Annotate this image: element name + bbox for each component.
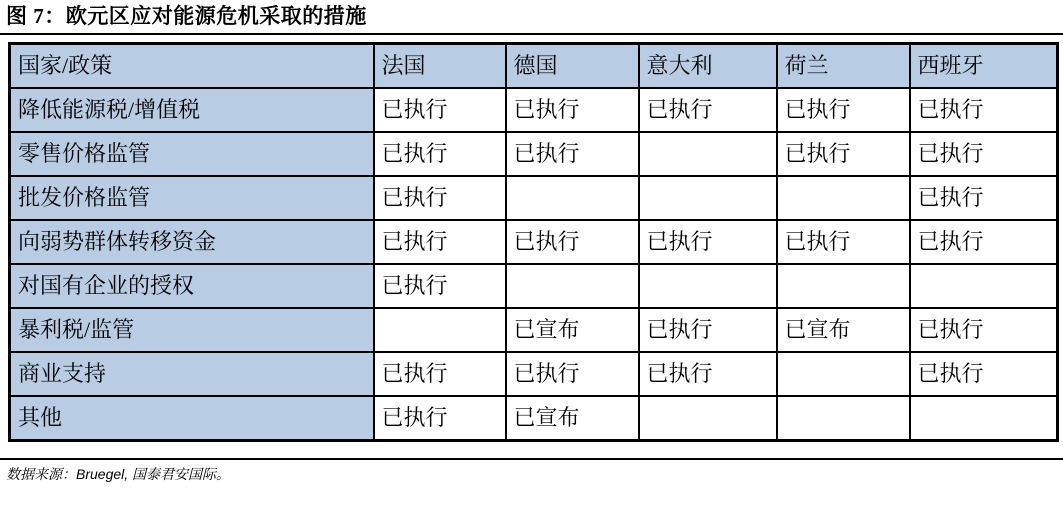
energy-crisis-policy-table xyxy=(8,42,1059,442)
status-cell: 已执行 xyxy=(639,88,777,132)
status-cell: 已执行 xyxy=(639,220,777,264)
table-row xyxy=(10,308,1058,352)
status-cell: 已执行 xyxy=(374,132,506,176)
status-cell: 已执行 xyxy=(506,220,639,264)
column-header-country: 德国 xyxy=(506,44,639,89)
status-cell: 已执行 xyxy=(777,132,910,176)
status-cell: 已执行 xyxy=(910,176,1058,220)
row-label: 对国有企业的授权 xyxy=(10,264,374,308)
status-cell: 已执行 xyxy=(374,220,506,264)
row-label: 降低能源税/增值税 xyxy=(10,88,374,132)
row-label: 暴利税/监管 xyxy=(10,308,374,352)
table-row xyxy=(10,220,1058,264)
status-cell xyxy=(639,132,777,176)
status-cell: 已执行 xyxy=(506,352,639,396)
column-header-country: 西班牙 xyxy=(910,44,1058,89)
status-cell: 已宣布 xyxy=(506,308,639,352)
row-label: 零售价格监管 xyxy=(10,132,374,176)
status-cell xyxy=(777,176,910,220)
column-header-country: 法国 xyxy=(374,44,506,89)
status-cell: 已执行 xyxy=(374,264,506,308)
status-cell: 已执行 xyxy=(910,132,1058,176)
status-cell: 已执行 xyxy=(374,88,506,132)
status-cell xyxy=(910,264,1058,308)
status-cell: 已执行 xyxy=(639,352,777,396)
table-row xyxy=(10,132,1058,176)
status-cell xyxy=(639,176,777,220)
data-source: 数据来源：Bruegel, 国泰君安国际。 xyxy=(6,466,231,482)
status-cell xyxy=(777,396,910,441)
column-header-country: 荷兰 xyxy=(777,44,910,89)
status-cell xyxy=(777,352,910,396)
table-row xyxy=(10,352,1058,396)
figure-title: 图 7：欧元区应对能源危机采取的措施 xyxy=(6,4,367,28)
status-cell xyxy=(910,396,1058,441)
status-cell: 已执行 xyxy=(910,308,1058,352)
row-label: 批发价格监管 xyxy=(10,176,374,220)
status-cell: 已执行 xyxy=(910,352,1058,396)
table-body xyxy=(10,88,1058,441)
source-divider xyxy=(0,458,1063,460)
status-cell: 已执行 xyxy=(374,352,506,396)
status-cell: 已执行 xyxy=(374,396,506,441)
status-cell xyxy=(639,264,777,308)
table-row xyxy=(10,396,1058,441)
status-cell xyxy=(374,308,506,352)
column-header-country: 意大利 xyxy=(639,44,777,89)
status-cell xyxy=(506,176,639,220)
row-label: 其他 xyxy=(10,396,374,441)
column-header-policy: 国家/政策 xyxy=(10,44,374,89)
title-divider xyxy=(0,33,1063,35)
row-label: 向弱势群体转移资金 xyxy=(10,220,374,264)
table-row xyxy=(10,176,1058,220)
status-cell: 已宣布 xyxy=(777,308,910,352)
status-cell: 已执行 xyxy=(374,176,506,220)
status-cell: 已执行 xyxy=(639,308,777,352)
status-cell: 已执行 xyxy=(777,220,910,264)
status-cell: 已执行 xyxy=(777,88,910,132)
status-cell: 已执行 xyxy=(910,220,1058,264)
header-row xyxy=(10,44,1058,89)
status-cell xyxy=(639,396,777,441)
status-cell: 已执行 xyxy=(506,132,639,176)
status-cell xyxy=(506,264,639,308)
status-cell: 已执行 xyxy=(506,88,639,132)
status-cell xyxy=(777,264,910,308)
row-label: 商业支持 xyxy=(10,352,374,396)
status-cell: 已宣布 xyxy=(506,396,639,441)
status-cell: 已执行 xyxy=(910,88,1058,132)
table-row xyxy=(10,264,1058,308)
table-row xyxy=(10,88,1058,132)
